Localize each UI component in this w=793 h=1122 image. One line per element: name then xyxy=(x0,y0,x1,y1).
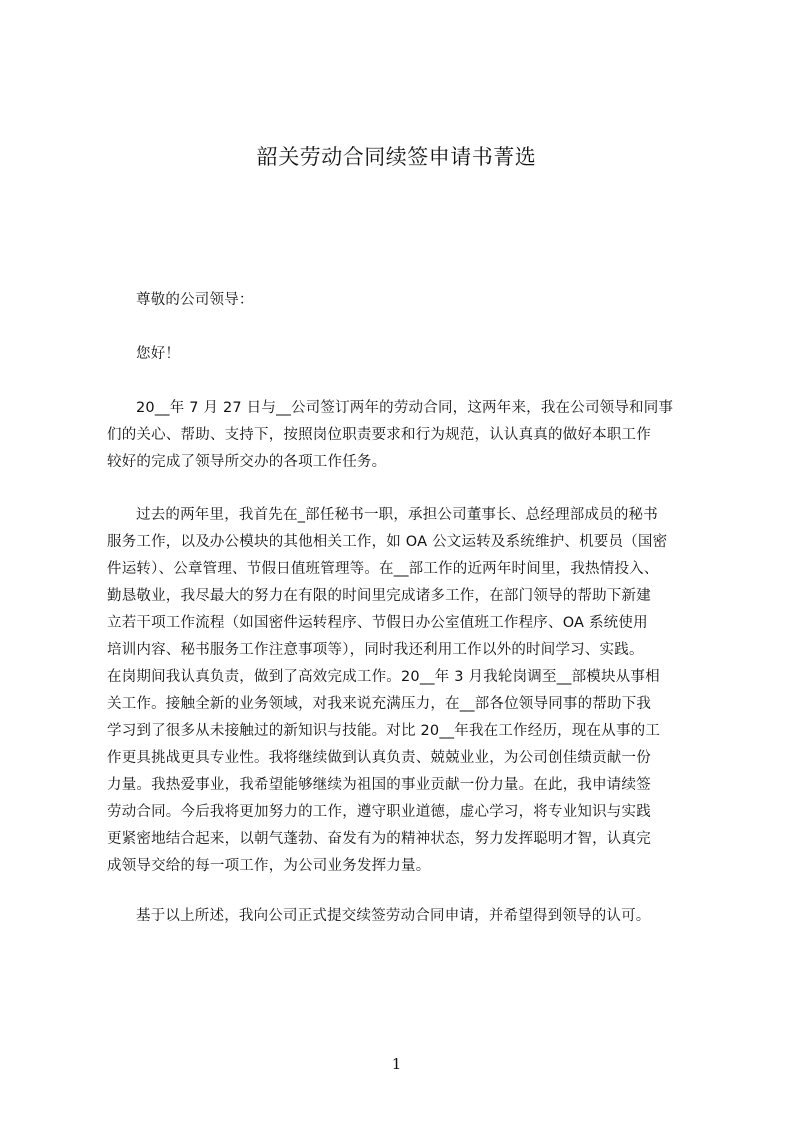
paragraph-2-line-2: 服务工作，以及办公模块的其他相关工作，如 OA 公文运转及系统维护、机要员（国密 xyxy=(107,534,668,550)
paragraph-1-line-2: 们的关心、帮助、支持下，按照岗位职责要求和行为规范，认认真真的做好本职工作 xyxy=(107,427,651,443)
paragraph-1-line-1: 20__年 7 月 27 日与__公司签订两年的劳动合同，这两年来，我在公司领导和同事 xyxy=(136,400,674,416)
paragraph-2-line-13: 更紧密地结合起来，以朝气蓬勃、奋发有为的精神状态，努力发挥聪明才智，认真完 xyxy=(107,831,651,847)
paragraph-2-line-1: 过去的两年里，我首先在_部任秘书一职，承担公司董事长、总经理部成员的秘书 xyxy=(136,507,658,523)
paragraph-2-line-7: 在岗期间我认真负责，做到了高效完成工作。20__年 3 月我轮岗调至__部模块从事相 xyxy=(107,669,660,685)
paragraph-2-line-4: 勤恳敬业，我尽最大的努力在有限的时间里完成诸多工作，在部门领导的帮助下新建 xyxy=(107,588,651,604)
paragraph-2-line-3: 件运转）、公章管理、节假日值班管理等。在__部工作的近两年时间里，我热情投入、 xyxy=(107,561,659,577)
greeting: 您好！ xyxy=(136,346,181,362)
page-number: 1 xyxy=(391,1055,402,1073)
paragraph-2-line-11: 力量。我热爱事业，我希望能够继续为祖国的事业贡献一份力量。在此，我申请续签 xyxy=(107,777,651,793)
paragraph-2-line-9: 学习到了很多从未接触过的新知识与技能。对比 20__年我在工作经历，现在从事的工 xyxy=(107,723,661,739)
document-title: 韶关劳动合同续签申请书菁选 xyxy=(256,145,537,169)
paragraph-2-line-8: 关工作。接触全新的业务领域，对我来说充满压力，在__部各位领导同事的帮助下我 xyxy=(107,696,652,712)
paragraph-2-line-5: 立若干项工作流程（如国密件运转程序、节假日办公室值班工作程序、OA 系统使用 xyxy=(107,615,648,631)
paragraph-1-line-3: 较好的完成了领导所交办的各项工作任务。 xyxy=(107,454,387,470)
salutation: 尊敬的公司领导： xyxy=(136,292,254,308)
paragraph-3: 基于以上所述，我向公司正式提交续签劳动合同申请，并希望得到领导的认可。 xyxy=(136,908,651,924)
paragraph-2-line-10: 作更具挑战更具专业性。我将继续做到认真负责、兢兢业业，为公司创佳绩贡献一份 xyxy=(107,750,651,766)
paragraph-2-line-14: 成领导交给的每一项工作，为公司业务发挥力量。 xyxy=(107,858,431,874)
paragraph-2-line-6: 培训内容、秘书服务工作注意事项等），同时我还利用工作以外的时间学习、实践。 xyxy=(107,642,644,658)
paragraph-2-line-12: 劳动合同。今后我将更加努力的工作，遵守职业道德，虚心学习，将专业知识与实践 xyxy=(107,804,651,820)
